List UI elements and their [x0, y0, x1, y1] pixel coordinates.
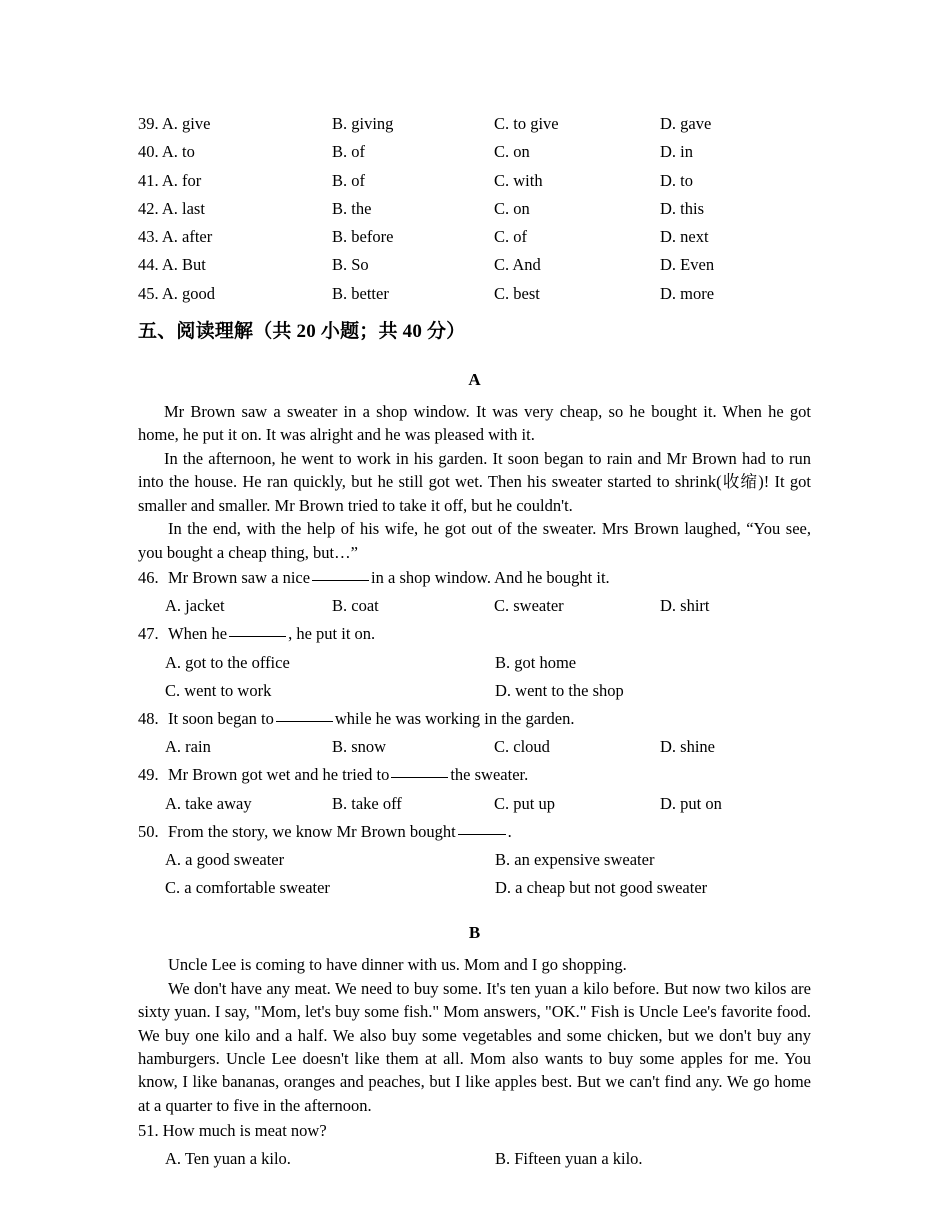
cloze-option-d: D. gave: [660, 114, 712, 133]
cloze-option-row: [138, 110, 811, 138]
section-heading: 五、阅读理解（共 20 小题；共 40 分）: [138, 321, 466, 343]
cloze-option-c: C. on: [494, 198, 530, 218]
passage-a-paragraph: In the end, with the help of his wife, he got out of the sweater. Mrs Brown laughed, “You see, you bought a cheap thing, but…”: [138, 519, 811, 562]
question-text-after: .: [507, 821, 512, 841]
question-48-options: [138, 733, 811, 761]
cloze-option-c: C. of: [494, 227, 527, 247]
cloze-option-row: [138, 251, 811, 279]
option-b[interactable]: B. take off: [332, 793, 402, 813]
question-text: How much is meat now?: [162, 1121, 327, 1141]
question-number: 49.: [138, 765, 159, 785]
cloze-option-d: D. to: [660, 170, 693, 190]
cloze-option-d: D. in: [660, 142, 693, 162]
cloze-option-d: D. Even: [660, 255, 715, 275]
cloze-option-a: 40. A. to: [138, 142, 195, 162]
question-50-options-row2: [138, 874, 811, 902]
question-text: [168, 761, 528, 789]
question-48: [138, 705, 811, 733]
passage-b-paragraph: Uncle Lee is coming to have dinner with us. Mom and I go shopping.: [168, 955, 627, 975]
cloze-option-c: C. And: [494, 255, 541, 275]
cloze-option-a: 44. A. But: [138, 255, 206, 275]
answer-blank[interactable]: [391, 777, 448, 778]
question-text: [168, 818, 512, 846]
option-b[interactable]: B. Fifteen yuan a kilo.: [495, 1149, 643, 1169]
cloze-option-b: B. better: [332, 283, 389, 303]
option-c[interactable]: C. a comfortable sweater: [165, 878, 330, 898]
answer-blank[interactable]: [229, 636, 286, 637]
question-47-options-row2: [138, 677, 811, 705]
cloze-option-d: D. more: [660, 283, 715, 303]
question-text: [168, 564, 610, 592]
question-number: 46.: [138, 567, 159, 587]
option-a[interactable]: A. Ten yuan a kilo.: [165, 1149, 291, 1169]
question-text: [168, 620, 375, 648]
answer-blank[interactable]: [312, 580, 369, 581]
question-text: [168, 705, 575, 733]
page-content-column: [138, 110, 811, 1174]
option-b[interactable]: B. got home: [495, 652, 577, 672]
option-c[interactable]: C. went to work: [165, 680, 272, 700]
passage-a-paragraph: In the afternoon, he went to work in his garden. It soon began to rain and Mr Brown had to run into the house. He ran quickly, but he still got wet. Then his sweater started to shrink(收缩)! It got smaller and smaller. Mr Brown tried to take it off, but he couldn't.: [138, 448, 811, 515]
cloze-option-b: B. the: [332, 198, 372, 218]
question-46: [138, 564, 811, 592]
option-a[interactable]: A. take away: [165, 793, 252, 813]
cloze-option-b: B. before: [332, 227, 394, 247]
answer-blank[interactable]: [276, 721, 333, 722]
option-c[interactable]: C. cloud: [494, 737, 550, 757]
question-text-after: , he put it on.: [288, 624, 376, 644]
question-text-after: the sweater.: [450, 765, 529, 785]
question-text-before: When he: [168, 624, 228, 644]
question-text-before: Mr Brown got wet and he tried to: [168, 765, 390, 785]
question-46-options: [138, 592, 811, 620]
option-d[interactable]: D. a cheap but not good sweater: [495, 878, 708, 898]
cloze-option-c: C. to give: [494, 114, 559, 133]
question-50-options-row1: [138, 846, 811, 874]
option-b[interactable]: B. an expensive sweater: [495, 849, 655, 869]
cloze-option-b: B. giving: [332, 114, 394, 133]
cloze-option-b: B. So: [332, 255, 369, 275]
question-text-before: It soon began to: [168, 708, 274, 728]
cloze-options-block: [138, 110, 811, 308]
question-51-options-row1: [138, 1145, 811, 1173]
option-b[interactable]: B. coat: [332, 596, 379, 616]
cloze-option-a: 39. A. give: [138, 114, 211, 133]
question-47-options-row1: [138, 649, 811, 677]
cloze-option-c: C. best: [494, 283, 540, 303]
question-text-after: while he was working in the garden.: [334, 708, 575, 728]
option-a[interactable]: A. a good sweater: [165, 849, 285, 869]
cloze-option-b: B. of: [332, 170, 365, 190]
cloze-option-d: D. this: [660, 198, 705, 218]
question-text-after: in a shop window. And he bought it.: [371, 567, 610, 587]
question-49-options: [138, 790, 811, 818]
passage-b-letter: B: [468, 923, 481, 943]
option-d[interactable]: D. put on: [660, 793, 722, 813]
option-b[interactable]: B. snow: [332, 737, 387, 757]
question-number: 48.: [138, 708, 159, 728]
question-number: 47.: [138, 624, 159, 644]
question-text-before: From the story, we know Mr Brown bought: [168, 821, 456, 841]
answer-blank[interactable]: [458, 834, 506, 835]
option-a[interactable]: A. jacket: [165, 596, 225, 616]
cloze-option-b: B. of: [332, 142, 365, 162]
option-a[interactable]: A. got to the office: [165, 652, 290, 672]
question-49: [138, 761, 811, 789]
cloze-option-c: C. with: [494, 170, 543, 190]
cloze-option-row: [138, 167, 811, 195]
cloze-option-row: [138, 138, 811, 166]
question-47: [138, 620, 811, 648]
passage-b-paragraph: We don't have any meat. We need to buy some. It's ten yuan a kilo before. But now two kilos are sixty yuan. I say, "Mom, let's buy some fish." Mom answers, "OK." Fish is Uncle Lee's favorite food. We buy one kilo and a half. We also buy some vegetables and some chicken, but we don't buy any hamburgers. Uncle Lee doesn't like them at all. Mom also wants to buy some apples for me. You know, I like bananas, oranges and peaches, but I like apples best. But we can't find any. We go home at a quarter to five in the afternoon.: [138, 978, 811, 1115]
passage-a-letter: A: [468, 370, 481, 390]
cloze-option-row: [138, 223, 811, 251]
cloze-option-a: 42. A. last: [138, 198, 205, 218]
question-number: 50.: [138, 821, 159, 841]
question-number: 51.: [138, 1121, 159, 1141]
question-50: [138, 818, 811, 846]
option-c[interactable]: C. put up: [494, 793, 555, 813]
cloze-option-c: C. on: [494, 142, 530, 162]
option-a[interactable]: A. rain: [165, 737, 211, 757]
cloze-option-a: 41. A. for: [138, 170, 202, 190]
cloze-option-row: [138, 280, 811, 308]
passage-a-paragraph: Mr Brown saw a sweater in a shop window. It was very cheap, so he bought it. When he got home, he put it on. It was alright and he was pleased with it.: [138, 402, 811, 445]
question-51: [138, 1117, 811, 1145]
option-d[interactable]: D. shine: [660, 737, 715, 757]
cloze-option-a: 45. A. good: [138, 283, 216, 303]
question-text-before: Mr Brown saw a nice: [168, 567, 311, 587]
option-d[interactable]: D. shirt: [660, 596, 710, 616]
cloze-option-row: [138, 195, 811, 223]
option-c[interactable]: C. sweater: [494, 596, 564, 616]
cloze-option-a: 43. A. after: [138, 227, 213, 247]
option-d[interactable]: D. went to the shop: [495, 680, 624, 700]
cloze-option-d: D. next: [660, 227, 709, 247]
